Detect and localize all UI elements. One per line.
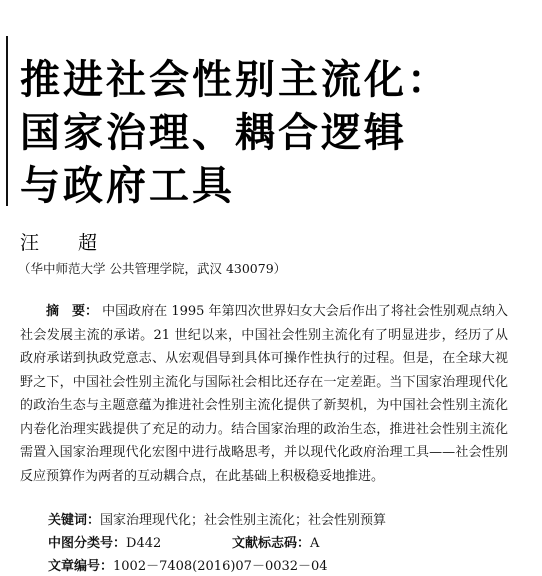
keywords-text: 国家治理现代化；社会性别主流化；社会性别预算 [100,513,387,528]
abstract-paragraph [20,300,508,488]
article-title [20,54,520,213]
abstract-text: 中国政府在 1995 年第四次世界妇女大会后作出了将社会性别观点纳入社会发展主流的承诺。21 世纪以来，中国社会性别主流化有了明显进步，经历了从政府承诺到执政党意志、从宏观倡导到具体可操作性执行的过程。但是，在全球大视野之下，中国社会性别主流化与国际社会相比还存在一定差距。当下国家治理现代化的政治生态与主题意蕴为推进社会性别主流化提供了新契机，为中国社会性别主流化内卷化治理实践提供了充足的动力。结合国家治理的政治生态，推进社会性别主流化需置入国家治理现代化宏图中进行战略思考，并以现代化政府治理工具——社会性别反应预算作为两者的互动耦合点，在此基础上积极稳妥地推进。 [20,304,508,484]
author-affiliation: （华中师范大学 公共管理学院，武汉 430079） [18,261,287,276]
abstract-label: 摘 要： [46,304,99,319]
doc-code-line [232,532,319,551]
title-line-1: 推进社会性别主流化： [20,57,450,103]
clc-label: 中图分类号： [48,536,127,551]
doc-code-label: 文献标志码： [232,536,311,551]
author-name: 汪 超 [20,232,108,254]
doc-code-value: A [310,536,320,551]
keywords-label: 关键词： [48,513,101,528]
article-number-value: 1002－7408(2016)07－0032－04 [113,559,328,574]
keywords-line [48,509,386,528]
title-line-3: 与政府工具 [20,163,235,209]
left-margin-rule [6,36,8,206]
article-number-line [48,555,328,574]
title-line-2: 国家治理、耦合逻辑 [20,110,407,156]
clc-value: D442 [126,536,162,551]
article-number-label: 文章编号： [48,559,114,574]
clc-line [48,532,161,551]
